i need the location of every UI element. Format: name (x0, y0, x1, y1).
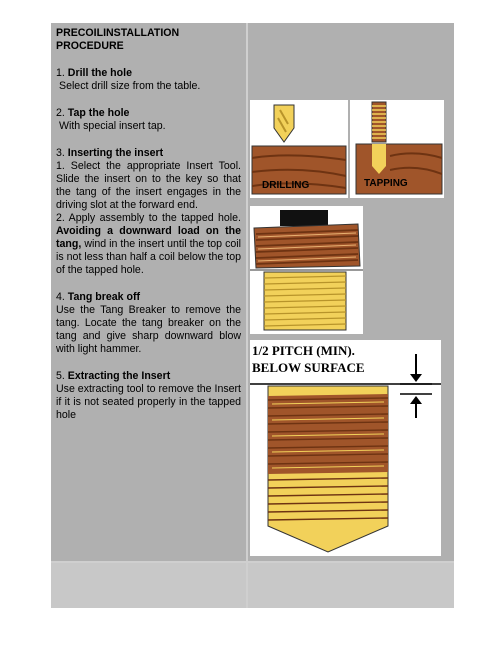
section-drill (56, 67, 241, 93)
section-heading: Drill the hole (67, 67, 132, 79)
insert-figure (250, 206, 363, 334)
section-text-step-1: 1. Select the appropriate Insert Tool. Slide the insert on to the key so that the tang of the insert engages in the driving slot at the forward end. (56, 160, 241, 211)
page-title: PRECOILINSTALLATION PROCEDURE (56, 27, 180, 52)
drill-bit-icon (274, 105, 294, 142)
table-cell-empty-right (248, 563, 454, 608)
section-number: 1. (56, 67, 65, 79)
drilling-label: DRILLING (262, 180, 310, 191)
tapping-figure (350, 100, 444, 198)
pitch-label-line-1: 1/2 PITCH (MIN). (252, 343, 355, 358)
section-text: With special insert tap. (59, 120, 166, 132)
tapping-label: TAPPING (364, 178, 408, 189)
section-number: 4. (56, 291, 65, 303)
pitch-label-line-2: BELOW SURFACE (252, 360, 365, 375)
section-text: Use extracting tool to remove the Insert if it is not seated properly in the tapped hole (56, 383, 241, 421)
section-text-step-2: 2. Apply assembly to the tapped hole. Avoiding a downward load on the tang, wind in the insert until the top coil is not less than half a coil below the top of the tapped hole. (56, 212, 241, 276)
section-heading: Inserting the insert (67, 147, 164, 159)
pitch-figure (250, 340, 441, 556)
section-text: Select drill size from the table. (59, 80, 201, 92)
drilling-figure (250, 100, 348, 198)
warning-text: Avoiding a downward load on the tang, (56, 225, 241, 250)
section-tap (56, 107, 241, 133)
section-heading: Tap the hole (67, 107, 130, 119)
section-number: 5. (56, 370, 65, 382)
section-extract (56, 370, 241, 422)
section-number: 3. (56, 147, 65, 159)
table-cell-empty-left (51, 563, 246, 608)
section-text: Use the Tang Breaker to remove the tang. Locate the tang breaker on the tang and give sharp downward blow with light hammer. (56, 304, 241, 355)
section-tang (56, 291, 241, 356)
procedure-text (56, 27, 241, 436)
section-heading: Tang break off (67, 291, 140, 303)
section-heading: Extracting the Insert (67, 370, 171, 382)
insert-tool-icon (280, 210, 328, 226)
section-insert (56, 147, 241, 277)
section-number: 2. (56, 107, 65, 119)
